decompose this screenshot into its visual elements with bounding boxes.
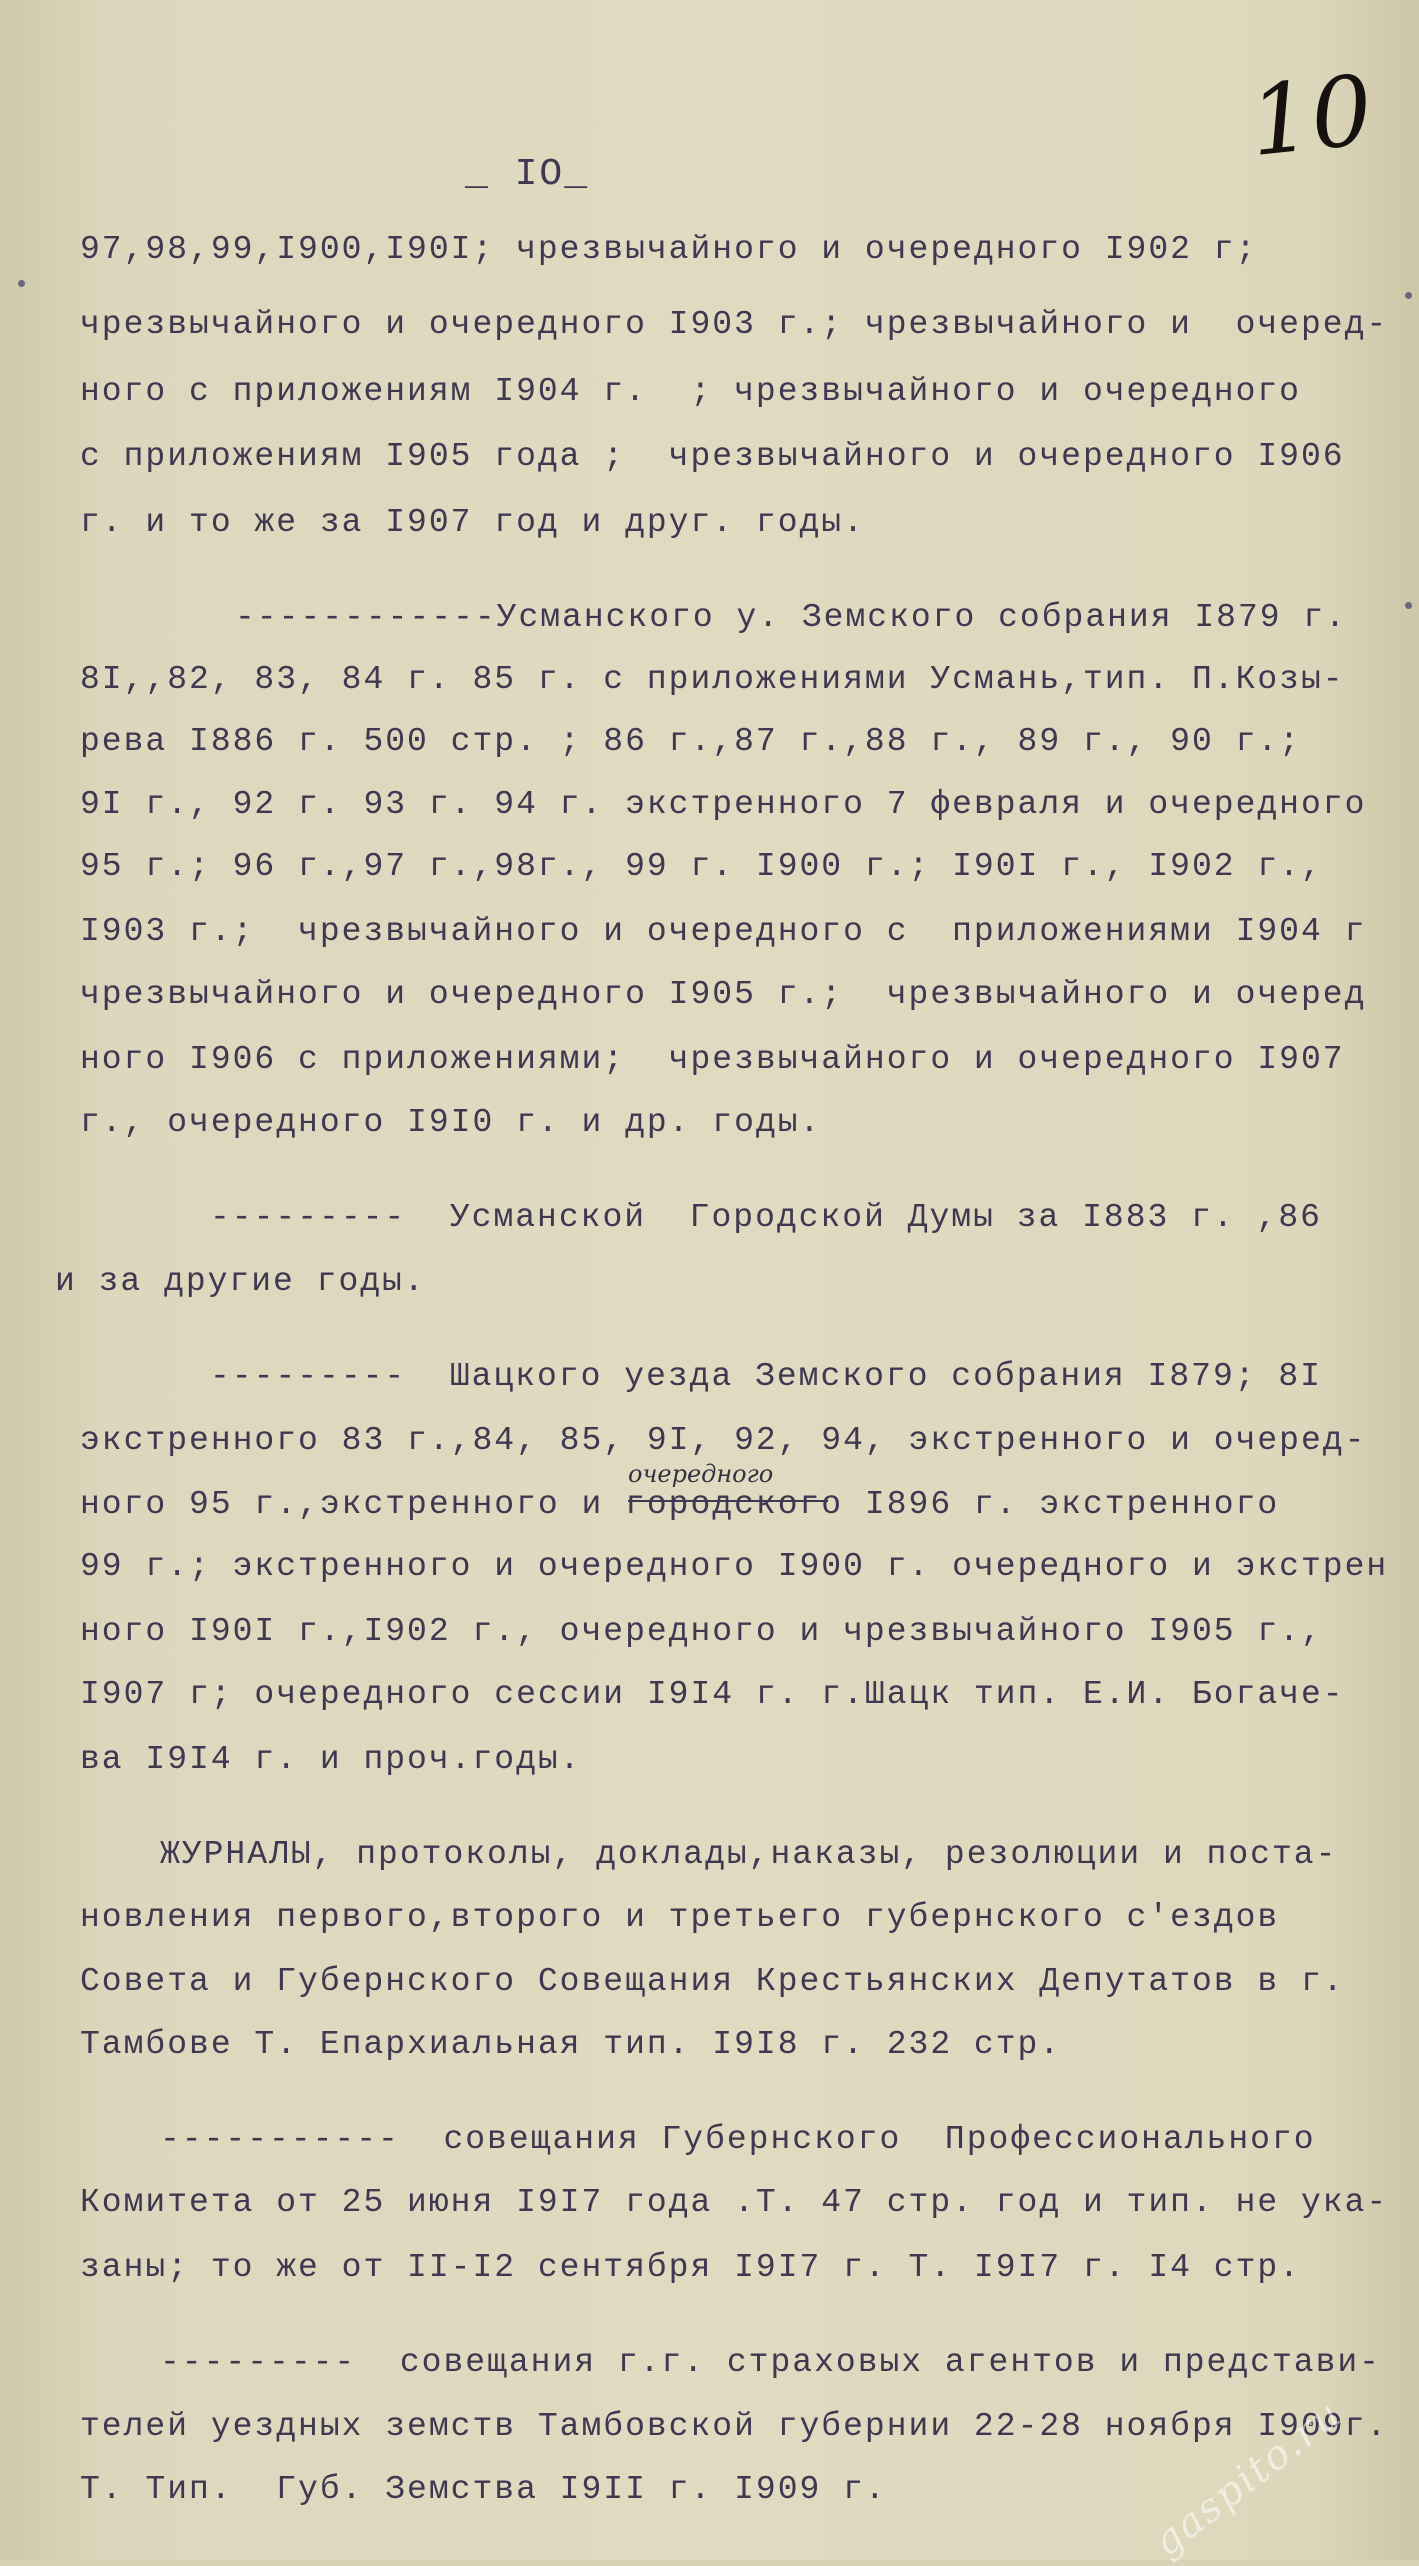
text-line: Совета и Губернского Совещания Крестьянских Депутатов в г. bbox=[80, 1963, 1345, 2000]
text-line: чрезвычайного и очередного I903 г.; чрезвычайного и очеред- bbox=[80, 306, 1389, 343]
handwritten-folio-number: 10 bbox=[1244, 53, 1378, 179]
text-line: I907 г; очередного сессии I9I4 г. г.Шацк тип. Е.И. Богаче- bbox=[80, 1676, 1345, 1713]
text-line: 97,98,99,I900,I90I; чрезвычайного и очередного I902 г; bbox=[80, 231, 1258, 268]
paper-mark bbox=[18, 280, 25, 287]
handwritten-correction: очередного bbox=[628, 1460, 774, 1488]
text-line: --------- Усманской Городской Думы за I883 г. ,86 bbox=[210, 1199, 1322, 1236]
text-line: ного I90I г.,I902 г., очередного и чрезвычайного I905 г., bbox=[80, 1613, 1323, 1650]
text-line: г., очередного I9I0 г. и др. годы. bbox=[80, 1104, 822, 1141]
text-line: I903 г.; чрезвычайного и очередного с приложениями I904 г bbox=[80, 913, 1367, 950]
text-line: Комитета от 25 июня I9I7 года .Т. 47 стр. год и тип. не ука- bbox=[80, 2184, 1389, 2221]
text-line: рева I886 г. 500 стр. ; 86 г.,87 г.,88 г., 89 г., 90 г.; bbox=[80, 723, 1301, 760]
text-line: ного I906 с приложениями; чрезвычайного и очередного I907 bbox=[80, 1041, 1345, 1078]
watermark: gaspito.ru bbox=[1144, 2390, 1351, 2566]
text-line: с приложениям I905 года ; чрезвычайного и очередного I906 bbox=[80, 438, 1345, 475]
text-line: ного 95 г.,экстренного и городского I896 г. экстренного bbox=[80, 1486, 1280, 1523]
page-number: _ IO_ bbox=[465, 153, 590, 196]
text-line: Тамбове Т. Епархиальная тип. I9I8 г. 232 стр. bbox=[80, 2026, 1062, 2063]
text-line: новления первого,второго и третьего губернского с'ездов bbox=[80, 1899, 1280, 1936]
text-line: ------------Усманского у. Земского собрания I879 г. bbox=[235, 599, 1347, 636]
text-line: телей уездных земств Тамбовской губернии 22-28 ноября I909г. bbox=[80, 2408, 1389, 2445]
text-line: экстренного 83 г.,84, 85, 9I, 92, 94, экстренного и очеред- bbox=[80, 1422, 1367, 1459]
text-line: заны; то же от II-I2 сентября I9I7 г. Т. I9I7 г. I4 стр. bbox=[80, 2249, 1301, 2286]
text-line: 99 г.; экстренного и очередного I900 г. очередного и экстрен bbox=[80, 1548, 1389, 1585]
text-line: ного с приложениям I904 г. ; чрезвычайного и очередного bbox=[80, 373, 1301, 410]
text-line: ва I9I4 г. и проч.годы. bbox=[80, 1741, 582, 1778]
text-line: г. и то же за I907 год и друг. годы. bbox=[80, 504, 865, 541]
text-line: и за другие годы. bbox=[55, 1263, 426, 1300]
text-line: чрезвычайного и очередного I905 г.; чрезвычайного и очеред bbox=[80, 976, 1367, 1013]
text-line: 8I,,82, 83, 84 г. 85 г. с приложениями Усмань,тип. П.Козы- bbox=[80, 661, 1345, 698]
text-line: --------- Шацкого уезда Земского собрания I879; 8I bbox=[210, 1358, 1322, 1395]
text-line: 9I г., 92 г. 93 г. 94 г. экстренного 7 февраля и очередного bbox=[80, 786, 1367, 823]
text-line: ----------- совещания Губернского Профессионального bbox=[160, 2121, 1316, 2158]
paper-mark bbox=[1405, 292, 1412, 299]
paper-mark bbox=[1405, 602, 1412, 609]
text-line: Т. Тип. Губ. Земства I9II г. I909 г. bbox=[80, 2471, 887, 2508]
text-line: --------- совещания г.г. страховых агентов и представи- bbox=[160, 2344, 1381, 2381]
text-line: ЖУРНАЛЫ, протоколы, доклады,наказы, резолюции и поста- bbox=[160, 1836, 1338, 1873]
text-line: 95 г.; 96 г.,97 г.,98г., 99 г. I900 г.; I90I г., I902 г., bbox=[80, 848, 1323, 885]
